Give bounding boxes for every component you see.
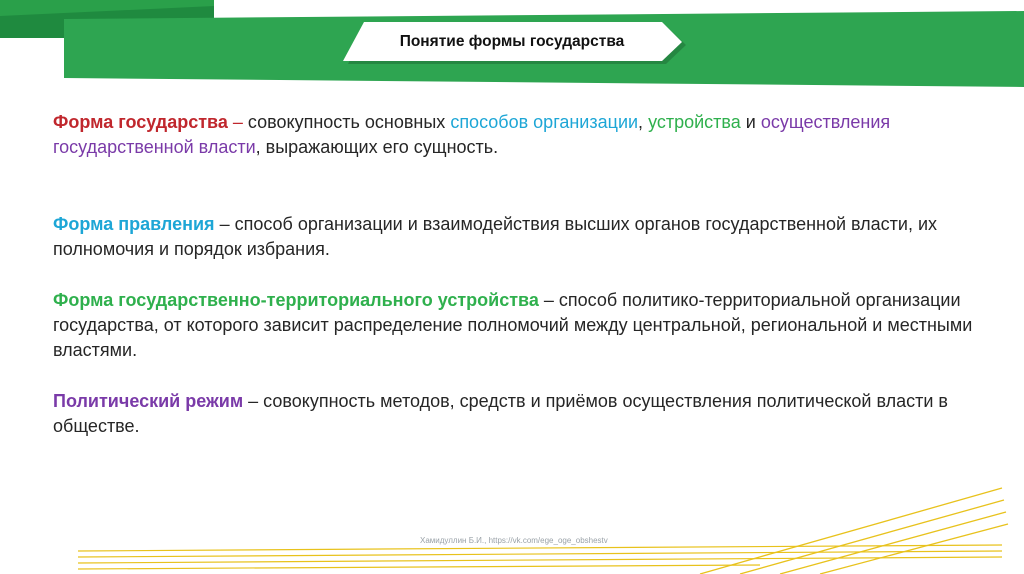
definition-text: – способ организации и взаимодействия высших органов государственной власти, их полномочия и порядок избрания.: [53, 214, 938, 259]
definition-text: и: [740, 112, 761, 132]
definition-text: , выражающих его сущность.: [255, 137, 499, 157]
highlight-organization: способов организации: [450, 112, 639, 132]
term-state-form: Форма государства: [53, 112, 228, 132]
definitions-body: [53, 110, 983, 439]
definition-territorial-structure: [53, 288, 983, 363]
highlight-exercise-power: осуществления государственной власти: [53, 112, 891, 157]
definition-text: – совокупность методов, средств и приёмов осуществления политической власти в обществе.: [53, 391, 948, 436]
definition-government-form: [53, 212, 983, 262]
definition-text: – способ политико-территориальной организации государства, от которого зависит распределение полномочий между центральной, региональной и местными властями.: [53, 290, 973, 360]
dash: –: [227, 112, 243, 132]
definition-state-form: [53, 110, 983, 160]
term-territorial-structure: Форма государственно-территориального устройства: [53, 290, 539, 310]
term-political-regime: Политический режим: [53, 391, 244, 411]
definition-text: ,: [638, 112, 649, 132]
definition-text: совокупность основных: [242, 112, 451, 132]
slide-title: Понятие формы государства: [399, 33, 625, 50]
highlight-structure: устройства: [648, 112, 741, 132]
footer-credit: Хамидуллин Б.И., https://vk.com/ege_oge_obshestv: [420, 536, 608, 545]
definition-political-regime: [53, 389, 983, 439]
term-government-form: Форма правления: [53, 214, 215, 234]
gold-lines: [78, 488, 1008, 574]
